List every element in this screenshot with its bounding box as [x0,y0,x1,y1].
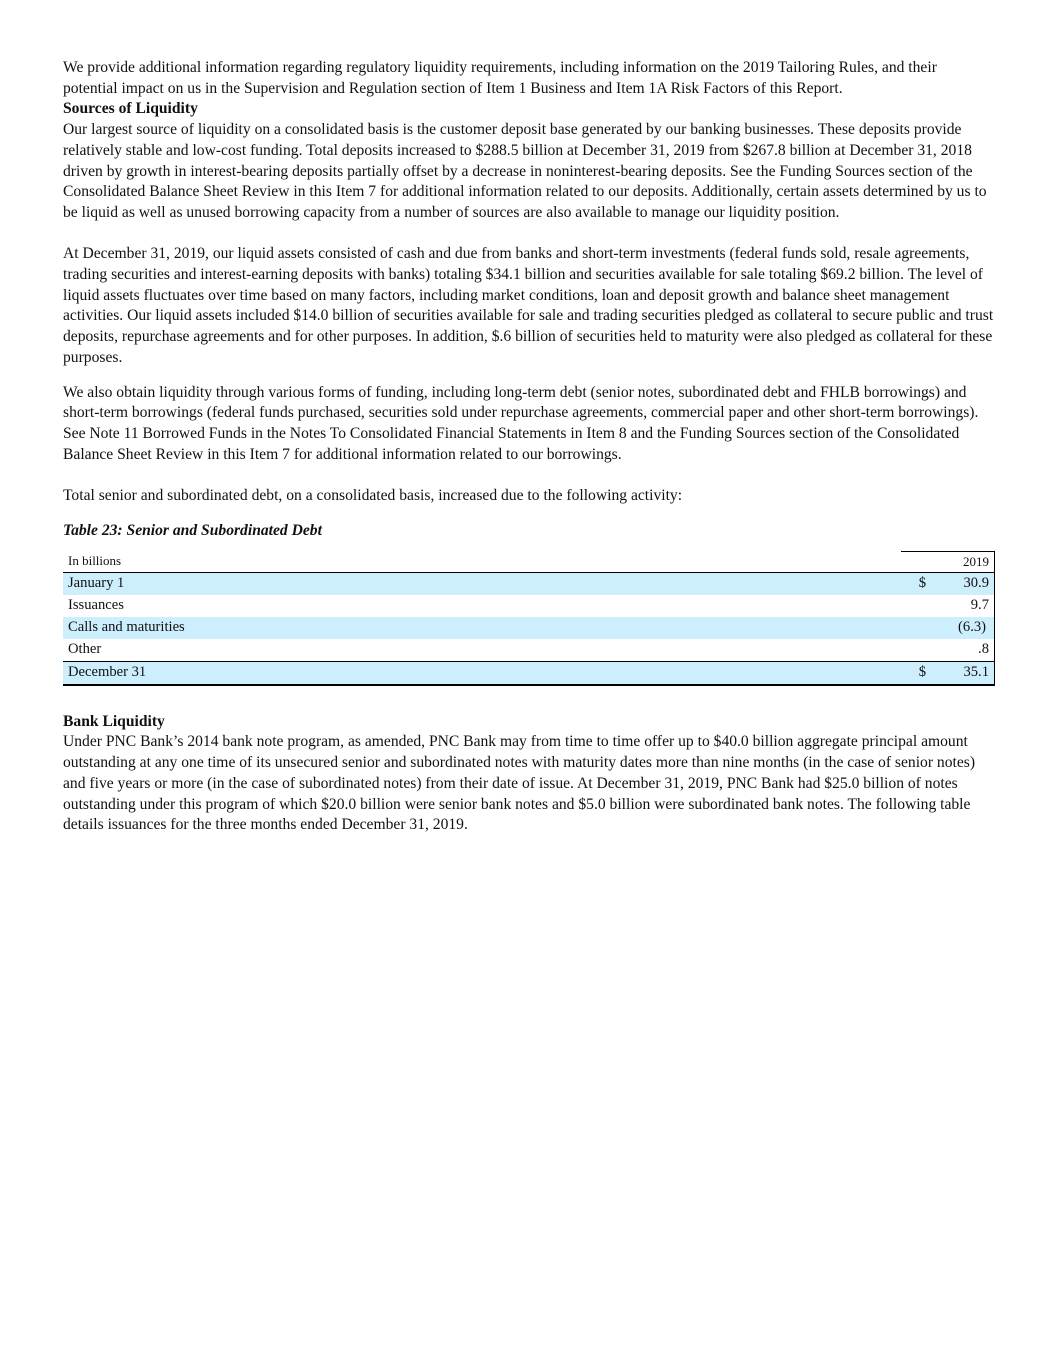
row-value: (6.3) [931,617,995,639]
row-value: 30.9 [931,572,995,595]
table-header-row [63,551,995,572]
sources-paragraph-3: We also obtain liquidity through various forms of funding, including long-term debt (senior notes, subordinated debt and FHLB borrowings) and short-term borrowings (federal funds purchased, securities sold under repurchase agreements, commercial paper and other short-term borrowings). See Note 11 Borrowed Funds in the Notes To Consolidated Financial Statements in Item 8 and the Funding Sources section of the Consolidated Balance Sheet Review in this Item 7 for additional information related to our borrowings. [63,383,979,463]
sources-paragraph-4: Total senior and subordinated debt, on a consolidated basis, increased due to the following activity: [63,487,683,505]
row-currency [901,617,931,639]
bank-liquidity-paragraph: Under PNC Bank’s 2014 bank note program, as amended, PNC Bank may from time to time offer up to $40.0 billion aggregate principal amount outstanding at any one time of its unsecured senior and subordinated notes with maturity dates more than nine months (in the case of senior notes) and five years or more (in the case of subordinated notes) from their date of issue. At December 31, 2019, PNC Bank had $25.0 billion of notes outstanding under this program of which $20.0 billion were senior bank notes and $5.0 billion were subordinated bank notes. The following table details issuances for the three months ended December 31, 2019. [63,733,976,834]
row-label: Calls and maturities [63,617,901,639]
row-currency [901,595,931,617]
row-value: 9.7 [931,595,995,617]
table-row [63,639,995,662]
unit-label: In billions [63,551,901,572]
sources-paragraph-1: Our largest source of liquidity on a consolidated basis is the customer deposit base generated by our banking businesses. These deposits provide relatively stable and low-cost funding. Total deposits increased to $288.5 billion at December 31, 2019 from $267.8 billion at December 31, 2018 driven by growth in interest-bearing deposits partially offset by a decrease in noninterest-bearing deposits. See the Funding Sources section of the Consolidated Balance Sheet Review in this Item 7 for additional information related to our deposits. Additionally, certain assets determined by us to be liquid as well as unused borrowing capacity from a number of sources are also available to manage our liquidity position. [63,121,987,221]
row-currency: $ [901,661,931,685]
senior-subordinated-debt-table [63,551,995,686]
table-row [63,595,995,617]
intro-paragraph: We provide additional information regarding regulatory liquidity requirements, including information on the 2019 Tailoring Rules, and their potential impact on us in the Supervision and Regulation section of Item 1 Business and Item 1A Risk Factors of this Report. [63,59,937,97]
row-value: 35.1 [931,661,995,685]
row-label: January 1 [63,572,901,595]
row-label: Other [68,641,102,658]
document-page [63,58,995,836]
row-label: December 31 [63,661,901,685]
table-caption: Table 23: Senior and Subordinated Debt [63,521,322,539]
sources-paragraph-2: At December 31, 2019, our liquid assets consisted of cash and due from banks and short-term investments (federal funds sold, resale agreements, trading securities and interest-earning deposits with banks) totaling $34.1 billion and securities available for sale totaling $69.2 billion. The level of liquid assets fluctuates over time based on many factors, including market conditions, loan and deposit growth and balance sheet management activities. Our liquid assets included $14.0 billion of securities available for sale and trading securities pledged as collateral to secure public and trust deposits, repurchase agreements and for other purposes. In addition, $.6 billion of securities held to maturity were also pledged as collateral for these purposes. [63,245,994,366]
table-row [63,617,995,639]
bank-liquidity-heading: Bank Liquidity [63,712,165,730]
table-row-total [63,661,995,685]
row-value: .8 [931,639,995,662]
table-row [63,572,995,595]
row-currency [901,639,931,662]
row-currency: $ [901,572,931,595]
sources-heading: Sources of Liquidity [63,100,198,118]
row-label: Issuances [68,597,124,614]
year-header: 2019 [901,551,995,572]
